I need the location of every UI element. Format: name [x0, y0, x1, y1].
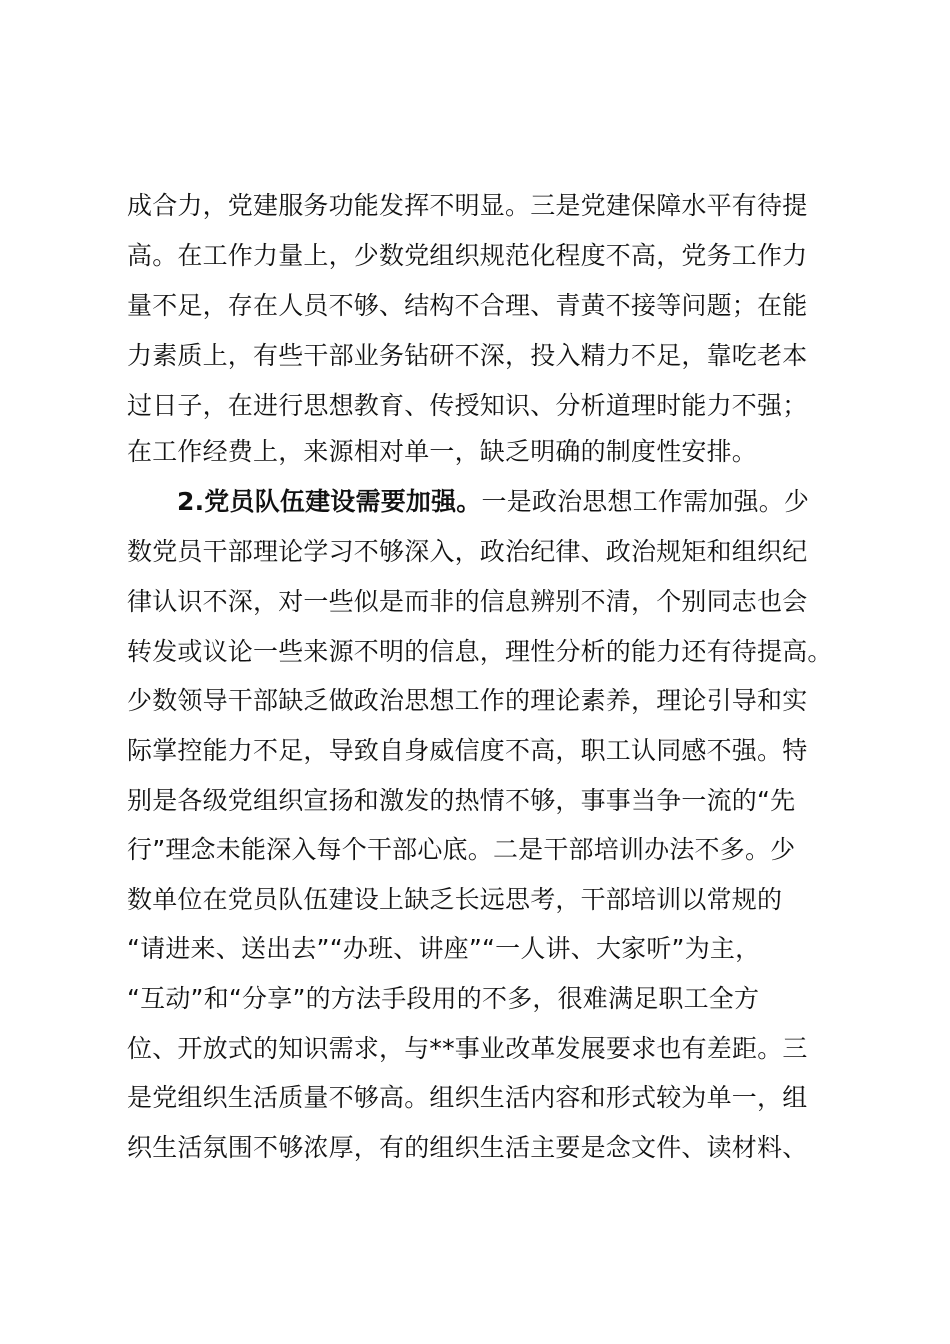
paragraph-1-line-3: 量不足，存在人员不够、结构不合理、青黄不接等问题；在能: [127, 291, 808, 320]
paragraph-2-line-5: 少数领导干部缺乏做政治思想工作的理论素养，理论引导和实: [127, 686, 808, 715]
paragraph-2-line-3: 律认识不深，对一些似是而非的信息辨别不清，个别同志也会: [127, 587, 808, 616]
paragraph-1-line-2: 高。在工作力量上，少数党组织规范化程度不高，党务工作力: [127, 241, 808, 270]
paragraph-2-line-11: “互动”和“分享”的方法手段用的不多，很难满足职工全方: [127, 984, 760, 1013]
paragraph-2-line-1-text: 一是政治思想工作需加强。少: [481, 487, 810, 516]
paragraph-2-line-9: 数单位在党员队伍建设上缺乏长远思考，干部培训以常规的: [127, 885, 783, 914]
paragraph-2-line-6: 际掌控能力不足，导致自身威信度不高，职工认同感不强。特: [127, 736, 808, 765]
paragraph-2-line-4: 转发或议论一些来源不明的信息，理性分析的能力还有待提高。: [127, 637, 833, 666]
section-heading: 2.党员队伍建设需要加强。: [177, 487, 482, 516]
paragraph-2-line-10: “请进来、送出去”“办班、讲座”“一人讲、大家听”为主，: [127, 934, 761, 963]
paragraph-2-line-13: 是党组织生活质量不够高。组织生活内容和形式较为单一，组: [127, 1083, 808, 1112]
paragraph-1-line-4: 力素质上，有些干部业务钻研不深，投入精力不足，靠吃老本: [127, 341, 808, 370]
paragraph-2-line-7: 别是各级党组织宣扬和激发的热情不够，事事当争一流的“先: [127, 786, 796, 815]
paragraph-2-line-1: [177, 478, 827, 526]
paragraph-2-line-12: 位、开放式的知识需求，与**事业改革发展要求也有差距。三: [127, 1034, 808, 1063]
paragraph-2-line-8: 行”理念未能深入每个干部心底。二是干部培训办法不多。少: [127, 835, 796, 864]
paragraph-1-line-5: 过日子，在进行思想教育、传授知识、分析道理时能力不强；: [127, 391, 808, 420]
paragraph-1-line-6: 在工作经费上，来源相对单一，缺乏明确的制度性安排。: [127, 437, 758, 466]
paragraph-2-line-2: 数党员干部理论学习不够深入，政治纪律、政治规矩和组织纪: [127, 537, 808, 566]
paragraph-2-line-14: 织生活氛围不够浓厚，有的组织生活主要是念文件、读材料、: [127, 1133, 808, 1162]
paragraph-1-line-1: 成合力，党建服务功能发挥不明显。三是党建保障水平有待提: [127, 191, 808, 220]
